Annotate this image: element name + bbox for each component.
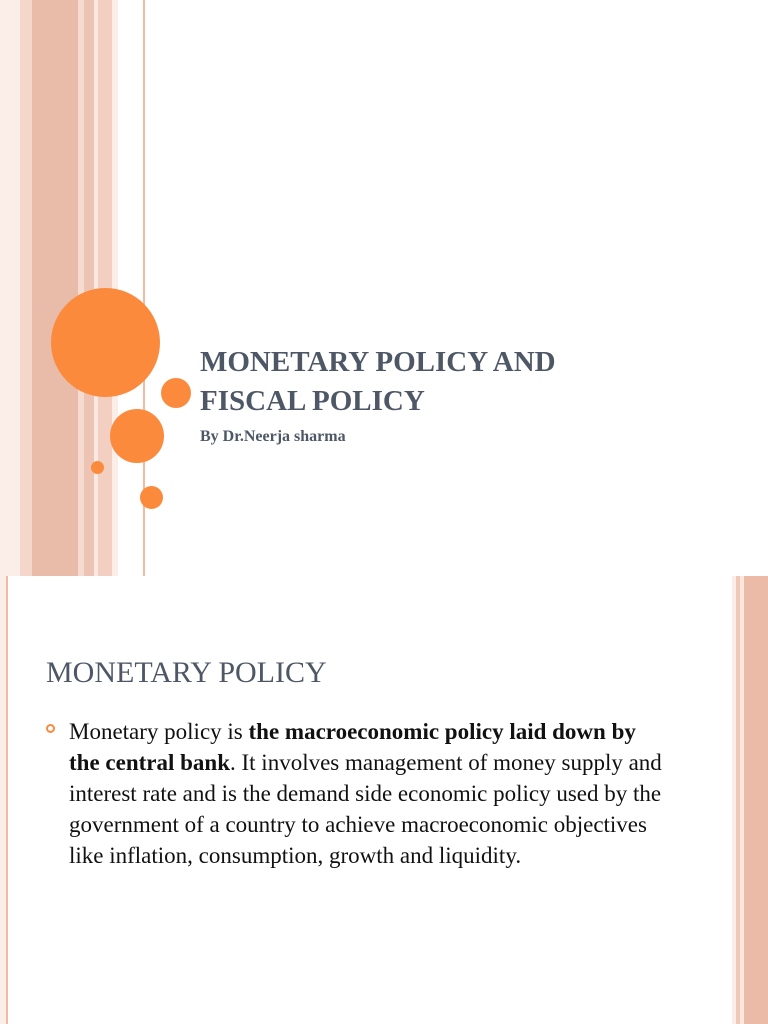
- decor-circle-large: [51, 288, 160, 397]
- content-slide: [0, 576, 768, 1024]
- bullet-text: [69, 716, 666, 871]
- title-line-2: FISCAL POLICY: [200, 385, 425, 417]
- author-byline: By Dr.Neerja sharma: [200, 428, 346, 445]
- decorative-stripes: [0, 0, 150, 576]
- decor-circle-tiny: [91, 461, 104, 474]
- slide-heading: MONETARY POLICY: [46, 656, 327, 689]
- left-edge-line: [6, 576, 8, 1024]
- bullet-text-bold: the macroeconomic policy laid down by the central bank: [69, 719, 636, 775]
- bullet-text-end: . It involves management of money supply and interest rate and is the demand side economic policy used by the government of a country to achieve macroeconomic objectives like inflation, consumption, growth and liquidity.: [69, 750, 662, 868]
- title-line-1: MONETARY POLICY AND: [200, 346, 556, 378]
- decor-circle-small-1: [161, 378, 191, 408]
- bullet-item: [46, 716, 666, 871]
- decor-circle-small-2: [140, 486, 163, 509]
- right-stripes: [732, 576, 768, 1024]
- decor-circle-medium: [110, 409, 164, 463]
- bullet-circle-icon: [46, 724, 55, 733]
- slide-title: [200, 343, 740, 421]
- bullet-text-start: Monetary policy is: [69, 719, 249, 744]
